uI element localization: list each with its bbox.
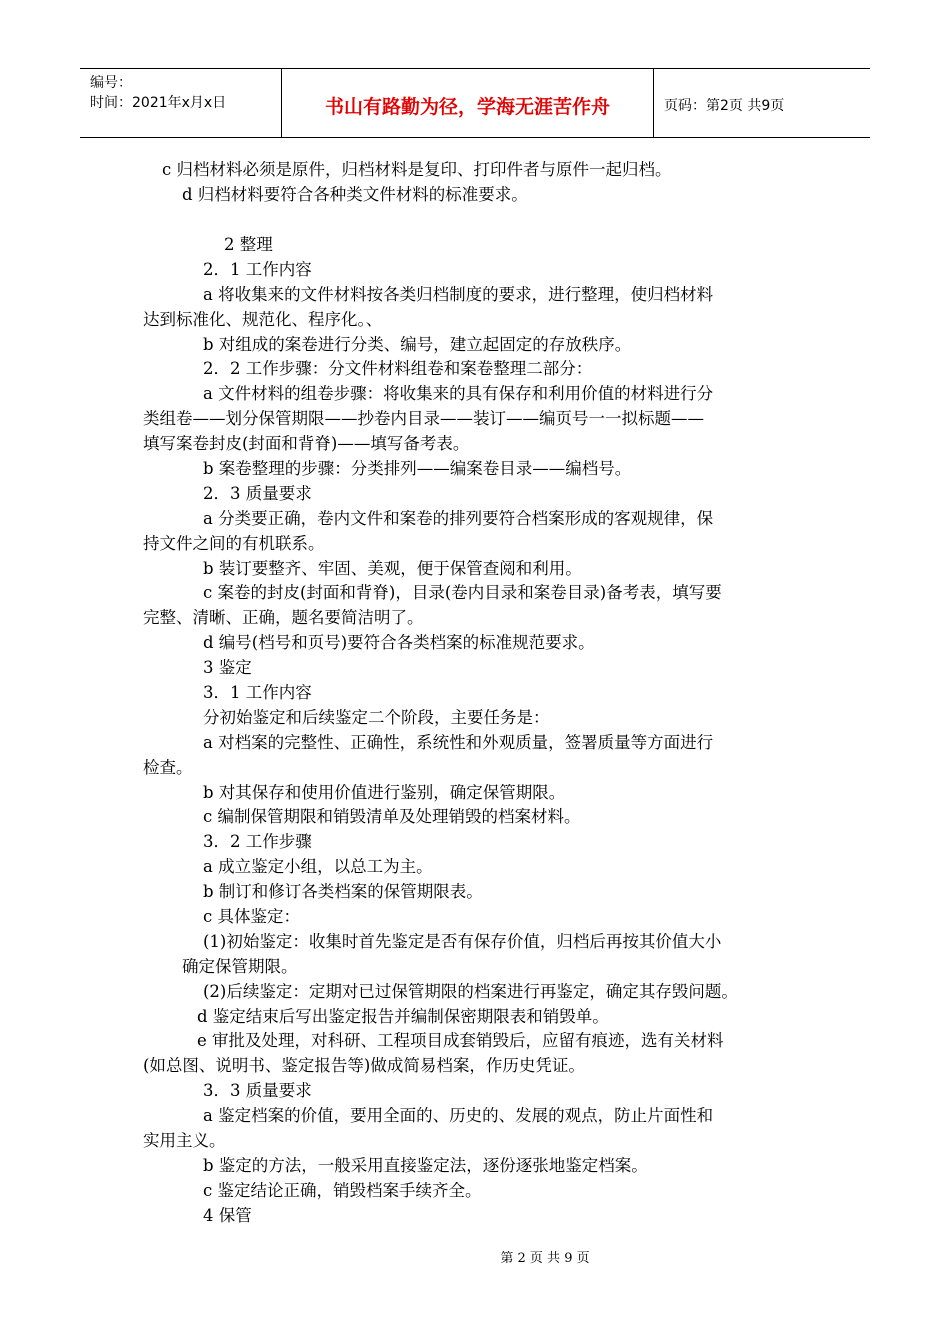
text-line: (如总图、说明书、鉴定报告等)做成简易档案，作历史凭证。 [143,1056,585,1075]
text-line: 达到标准化、规范化、程序化。、 [143,310,383,329]
text-line: c 案卷的封皮(封面和背脊)，目录(卷内目录和案卷目录)备考表，填写要 [203,583,722,602]
subsection-heading: 3．3 质量要求 [203,1081,312,1100]
subsection-heading: 2．2 工作步骤：分文件材料组卷和案卷整理二部分： [203,359,593,378]
text-line: 持文件之间的有机联系。 [143,534,325,553]
section-heading: 4 保管 [203,1206,252,1225]
text-line: a 将收集来的文件材料按各类归档制度的要求，进行整理，使归档材料 [203,285,714,304]
text-line: d 归档材料要符合各种类文件材料的标准要求。 [182,185,528,204]
text-line: 确定保管期限。 [182,957,298,976]
section-heading: 2 整理 [224,235,273,254]
text-line: a 成立鉴定小组，以总工为主。 [203,857,433,876]
section-heading: 3 鉴定 [203,658,252,677]
code-label: 编号： [90,75,132,91]
text-line: c 具体鉴定： [203,907,300,926]
text-line: c 归档材料必须是原件，归档材料是复印、打印件者与原件一起归档。 [162,160,672,179]
text-line: b 案卷整理的步骤：分类排列——编案卷目录——编档号。 [203,459,632,478]
text-line: b 装订要整齐、牢固、美观，便于保管查阅和利用。 [203,559,582,578]
text-line: (2)后续鉴定：定期对已过保管期限的档案进行再鉴定，确定其存毁问题。 [203,982,738,1001]
text-line: a 鉴定档案的价值，要用全面的、历史的、发展的观点，防止片面性和 [203,1106,714,1125]
subsection-heading: 2．3 质量要求 [203,484,312,503]
text-line: a 分类要正确，卷内文件和案卷的排列要符合档案形成的客观规律，保 [203,509,714,528]
text-line: c 鉴定结论正确，销毁档案手续齐全。 [203,1181,482,1200]
subsection-heading: 3．2 工作步骤 [203,832,312,851]
text-line: b 对其保存和使用价值进行鉴别，确定保管期限。 [203,783,566,802]
text-line: d 编号(档号和页号)要符合各类档案的标准规范要求。 [203,633,595,652]
page-footer: 第 2 页 共 9 页 [500,1251,590,1266]
text-line: 完整、清晰、正确，题名要简洁明了。 [143,608,424,627]
page-header [80,68,870,138]
subsection-heading: 2．1 工作内容 [203,260,312,279]
text-line: b 对组成的案卷进行分类、编号，建立起固定的存放秩序。 [203,335,632,354]
text-line: d 鉴定结束后写出鉴定报告并编制保密期限表和销毁单。 [197,1007,609,1026]
text-line: e 审批及处理，对科研、工程项目成套销毁后，应留有痕迹，选有关材料 [197,1031,724,1050]
subsection-heading: 3．1 工作内容 [203,683,312,702]
text-line: 分初始鉴定和后续鉴定二个阶段，主要任务是： [203,708,550,727]
date-label: 时间：2021年x月x日 [90,95,227,111]
text-line: 实用主义。 [143,1131,226,1150]
text-line: b 鉴定的方法，一般采用直接鉴定法，逐份逐张地鉴定档案。 [203,1156,648,1175]
text-line: a 文件材料的组卷步骤：将收集来的具有保存和利用价值的材料进行分 [203,384,714,403]
text-line: 填写案卷封皮(封面和背脊)——填写备考表。 [143,434,470,453]
header-meta [80,69,282,137]
text-line: c 编制保管期限和销毁清单及处理销毁的档案材料。 [203,807,581,826]
text-line: 类组卷——划分保管期限——抄卷内目录——装订——编页号一一拟标题—— [143,409,704,428]
text-line: (1)初始鉴定：收集时首先鉴定是否有保存价值，归档后再按其价值大小 [203,932,722,951]
header-page-info: 页码：第2页 共9页 [664,98,785,114]
text-line: a 对档案的完整性、正确性，系统性和外观质量，签署质量等方面进行 [203,733,714,752]
text-line: b 制订和修订各类档案的保管期限表。 [203,882,483,901]
text-line: 检查。 [143,758,193,777]
header-motto: 书山有路勤为径，学海无涯苦作舟 [282,69,654,137]
